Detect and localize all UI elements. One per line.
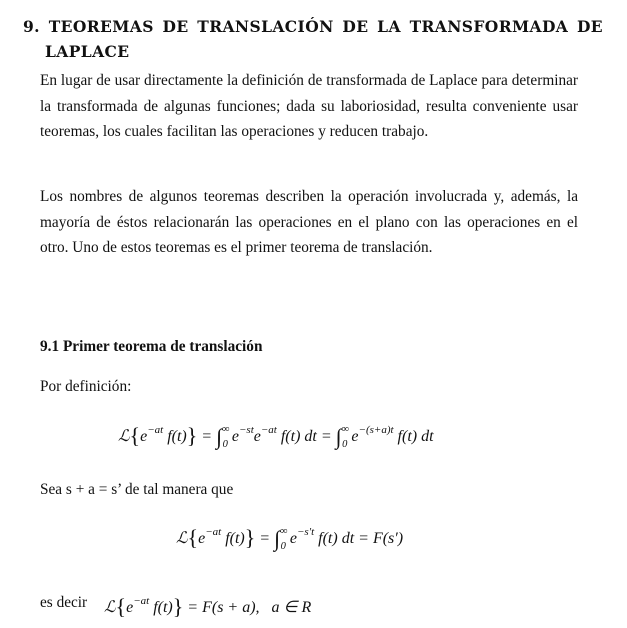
heading-word: 9. [23,17,40,36]
subsection-heading: 9.1 Primer teorema de translación [40,338,263,355]
definition-equation: $ℒ\{e^{-at}$ $f(t)\} = \int^\infty_0$ $e^{-st}e^{-at}$ f(t) dt = $\int^\infty_0$ $e^{-(s+a)t}$ f(t) dt [118,423,434,450]
section-heading-line1 [23,14,603,39]
theorems-paragraph: Los nombres de algunos teoremas describen la operación involucrada y, además, la mayoría de éstos relacionarán las operaciones en el plano con las operaciones en el otro. Uno de estos teoremas es el primer teorema de translación. [40,188,578,256]
definition-label: Por definición: [40,378,132,395]
heading-word: DE [162,17,189,36]
conclusion-equation: $ℒ\{e^{-at}$ f(t)} = F(s + a), a ∈ R [104,594,312,619]
intro-paragraph: En lugar de usar directamente la definición de transformada de Laplace para determinar la transformada de algunas funciones; dada su laboriosidad, resulta conveniente usar teoremas, los cuales facilitan las operaciones y reducen trabajo. [40,72,578,140]
heading-word: DE [342,17,369,36]
substitution-text: Sea s + a = s’ de tal manera que [40,481,234,498]
substitution-equation: $ℒ\{e^{-at}$ $f(t)\} = \int^\infty_0$ $e^{-s't}$ f(t) dt = F(s′) [176,525,404,552]
heading-word: TRANSFORMADA [409,17,569,36]
section-heading [23,14,603,64]
section-heading-line2: LAPLACE [45,42,130,61]
heading-word: TRANSLACIÓN [197,17,334,36]
heading-word: LA [377,17,401,36]
heading-word: DE [576,17,603,36]
conclusion-label: es decir [40,594,88,611]
heading-word: TEOREMAS [48,17,154,36]
